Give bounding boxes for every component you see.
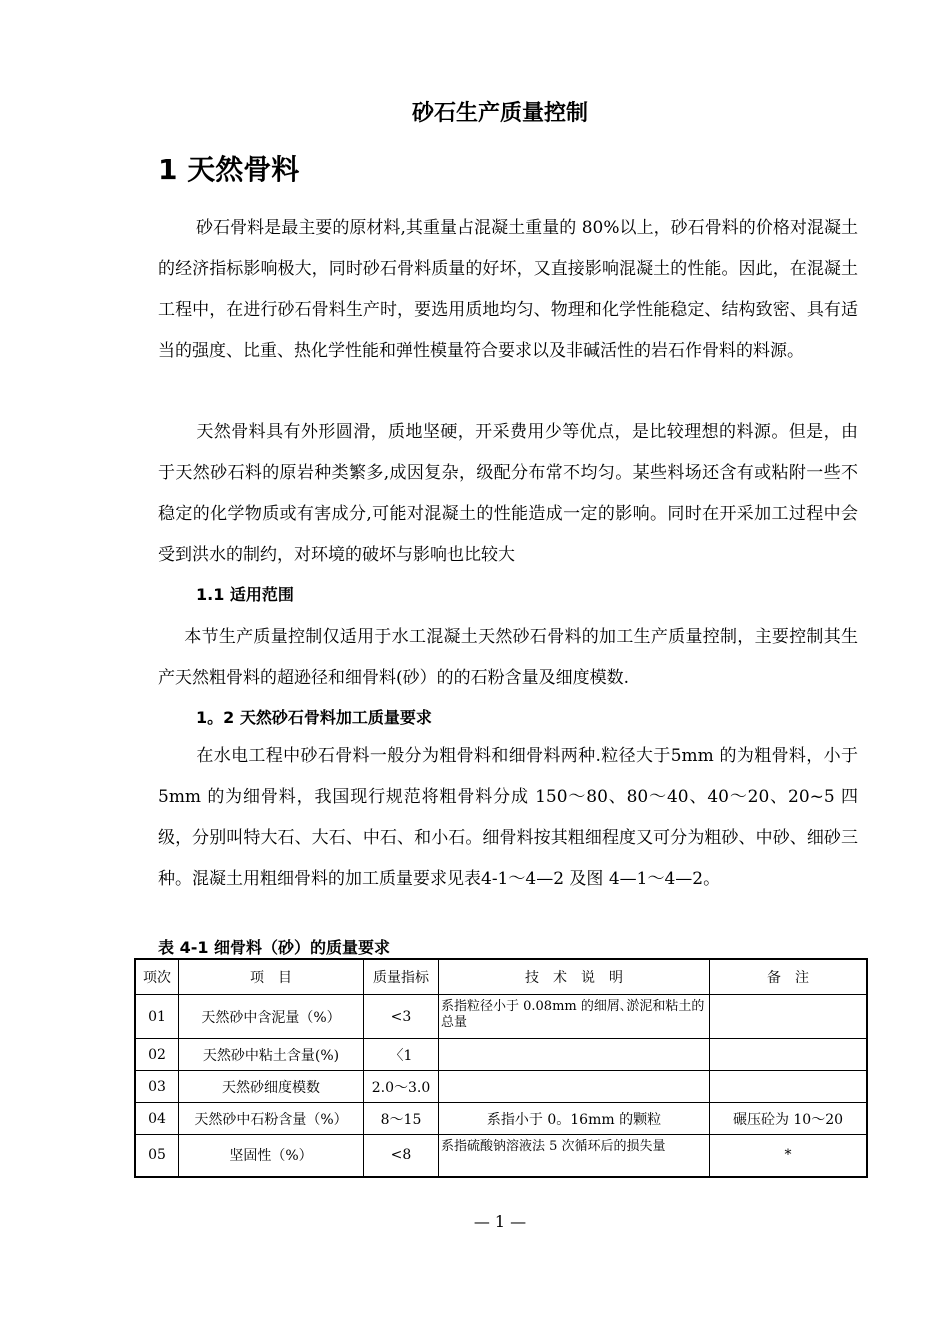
paragraph-4-text: 在水电工程中砂石骨料一般分为粗骨料和细骨料两种.粒径大于5mm 的为粗骨料，小于 5mm 的为细骨料，我国现行规范将粗骨料分成 150～80、80～40、40～20、20~5 四级，分别叫特大石、大石、中石、和小石。细骨料按其粗细程度又可分为粗砂、中砂、细砂三种。混凝土用粗细骨料的加工质量要求见表4-1～4—2 及图 4—1～4—2。: [158, 746, 858, 889]
table-cell: 8～15: [364, 1103, 439, 1135]
table-cell: 坚固性（%）: [179, 1135, 364, 1177]
table-header-row: [135, 959, 867, 995]
table-cell: 03: [135, 1071, 179, 1103]
table-cell: [439, 1039, 710, 1071]
section-heading-1-2: 1。2 天然砂石骨料加工质量要求: [196, 708, 432, 727]
table-row: [135, 1039, 867, 1071]
table-row: [135, 995, 867, 1039]
table-cell: [710, 1039, 868, 1071]
paragraph-1: [158, 208, 858, 372]
table-caption: 表 4-1 细骨料（砂）的质量要求: [158, 938, 391, 957]
paragraph-2-text: 天然骨料具有外形圆滑，质地坚硬，开采费用少等优点，是比较理想的料源。但是，由于天然砂石料的原岩种类繁多,成因复杂，级配分布常不均匀。某些料场还含有或粘附一些不稳定的化学物质或有害成分,可能对混凝土的性能造成一定的影响。同时在开采加工过程中会受到洪水的制约，对环境的破坏与影响也比较大: [158, 422, 858, 565]
table-cell: 05: [135, 1135, 179, 1177]
document-title: 砂石生产质量控制: [411, 101, 588, 126]
header-cell: 技 术 说 明: [439, 959, 710, 995]
paragraph-3-text: 本节生产质量控制仅适用于水工混凝土天然砂石骨料的加工生产质量控制，主要控制其生产天然粗骨料的超逊径和细骨料(砂）的的石粉含量及细度模数.: [158, 627, 858, 688]
page-number: — 1 —: [473, 1212, 527, 1231]
table-cell: 天然砂中石粉含量（%）: [179, 1103, 364, 1135]
table-cell: <8: [364, 1135, 439, 1177]
table-cell: 系指小于 0。16mm 的颗粒: [439, 1103, 710, 1135]
table-cell: 〈1: [364, 1039, 439, 1071]
table-cell: 天然砂中粘土含量(%): [179, 1039, 364, 1071]
table-cell: 系指粒径小于 0.08mm 的细屑､淤泥和粘土的总量: [439, 995, 710, 1039]
section-heading-1: 1 天然骨料: [158, 153, 300, 186]
paragraph-4: [158, 736, 858, 900]
table-cell: [710, 995, 868, 1039]
table-cell: 系指硫酸钠溶液法 5 次循环后的损失量: [439, 1135, 710, 1177]
table-cell: 02: [135, 1039, 179, 1071]
table-row: [135, 1135, 867, 1177]
table-cell: 碾压砼为 10～20: [710, 1103, 868, 1135]
table-cell: 2.0～3.0: [364, 1071, 439, 1103]
paragraph-1-text: 砂石骨料是最主要的原材料,其重量占混凝土重量的 80%以上，砂石骨料的价格对混凝土的经济指标影响极大，同时砂石骨料质量的好坏，又直接影响混凝土的性能。因此，在混凝土工程中，在进行砂石骨料生产时，要选用质地均匀、物理和化学性能稳定、结构致密、具有适当的强度、比重、热化学性能和弹性模量符合要求以及非碱活性的岩石作骨料的料源。: [158, 218, 858, 361]
table-cell: 天然砂细度模数: [179, 1071, 364, 1103]
header-cell: 质量指标: [364, 959, 439, 995]
quality-table: [134, 958, 868, 1178]
table-row: [135, 1103, 867, 1135]
header-cell: 项 目: [179, 959, 364, 995]
section-heading-1-1: 1.1 适用范围: [196, 585, 294, 604]
paragraph-2: [158, 412, 858, 576]
table-cell: [710, 1071, 868, 1103]
table-row: [135, 1071, 867, 1103]
table-cell: [439, 1071, 710, 1103]
table-cell: 04: [135, 1103, 179, 1135]
table-cell: *: [710, 1135, 868, 1177]
table-cell: 天然砂中含泥量（%）: [179, 995, 364, 1039]
header-cell: 备 注: [710, 959, 868, 995]
header-cell: 项次: [135, 959, 179, 995]
table-cell: 01: [135, 995, 179, 1039]
table-cell: <3: [364, 995, 439, 1039]
paragraph-3: [158, 617, 858, 699]
